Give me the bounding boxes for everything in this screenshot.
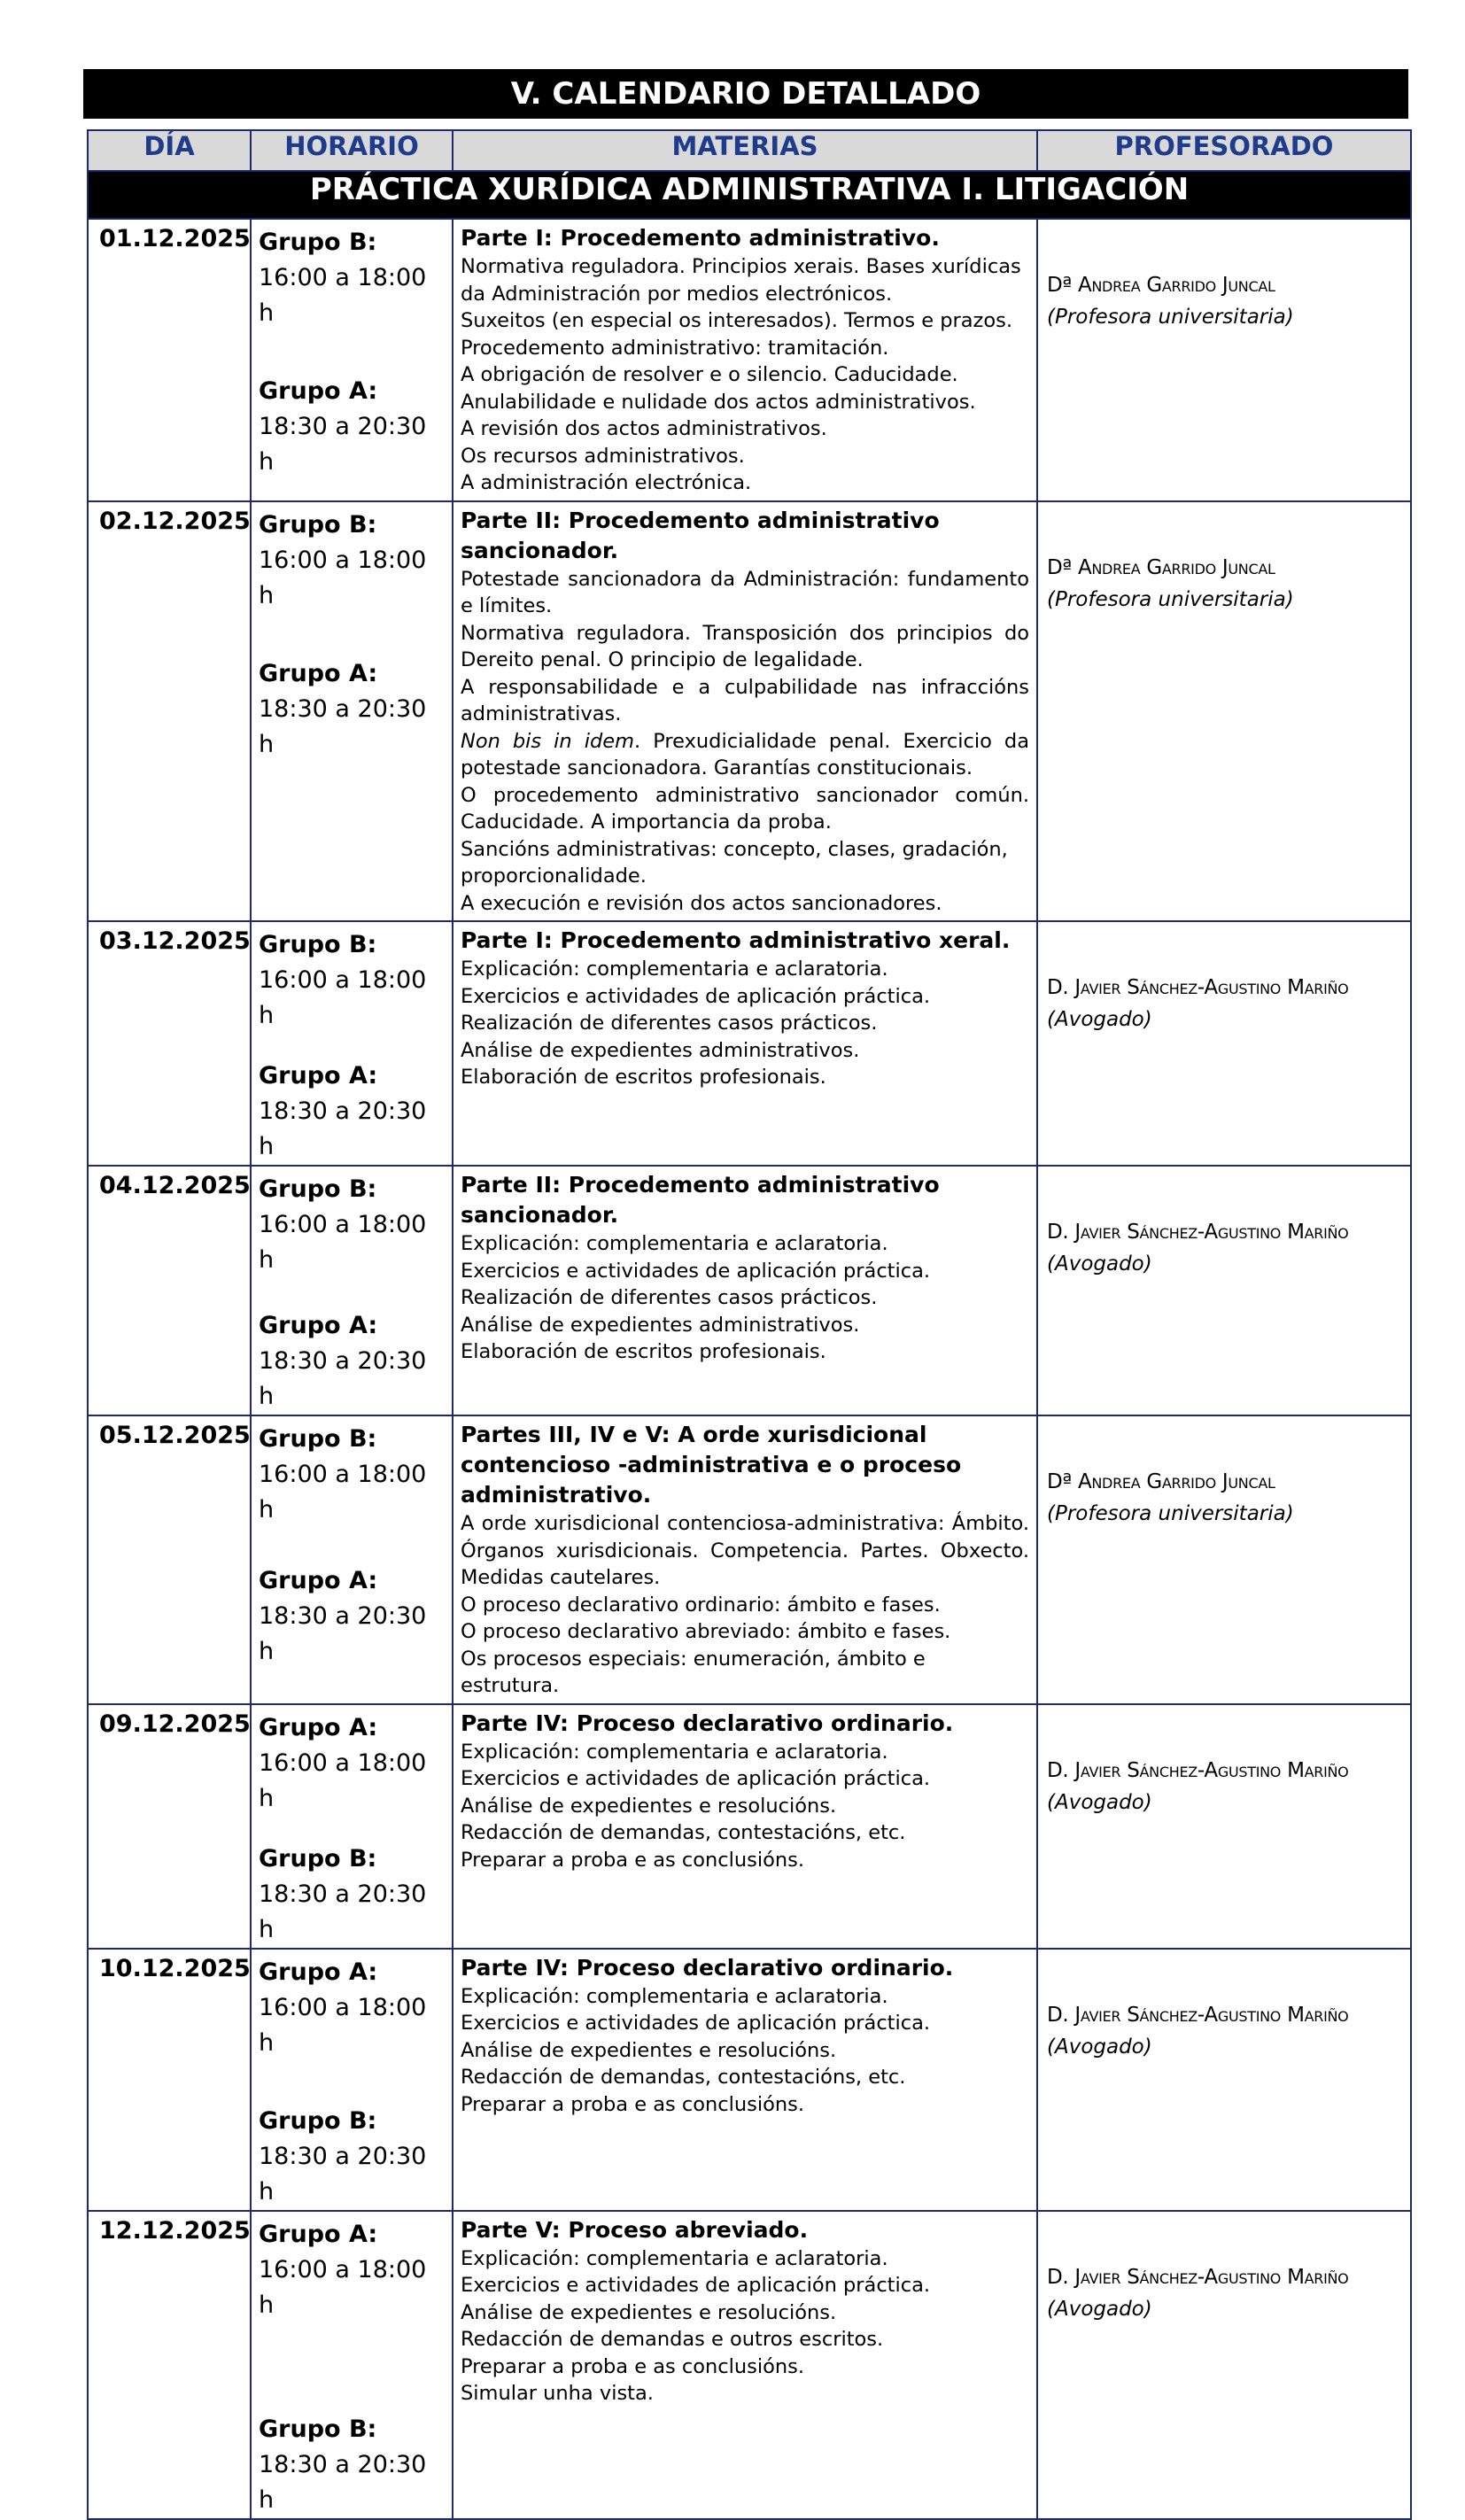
slot2-group: Grupo A:: [259, 1567, 378, 1594]
header-materias: MATERIAS: [453, 130, 1037, 171]
teacher-role: (Profesora universitaria): [1047, 1502, 1294, 1525]
slot2-time: 18:30 a 20:30 h: [259, 1347, 427, 1410]
teacher-cell: [1037, 1949, 1411, 2211]
slot1-group: Grupo A:: [259, 1958, 378, 1986]
slot1-group: Grupo B:: [259, 1425, 377, 1453]
subject-title: Parte II: Procedemento administrativo sancionador.: [461, 507, 940, 563]
subject-line: Realización de diferentes casos prácticos.: [461, 1286, 878, 1309]
teacher-role: (Avogado): [1047, 1252, 1152, 1276]
subject-line: O procedemento administrativo sancionador común. Caducidade. A importancia da proba.: [461, 783, 1029, 834]
subject-line: Normativa reguladora. Transposición dos principios do Dereito penal. O principio de legalidade.: [461, 621, 1029, 671]
subject-line: Suxeitos (en especial os interesados). Termos e prazos.: [461, 309, 1012, 332]
slot2-group: Grupo B:: [259, 1844, 377, 1873]
subject-line: Potestade sancionadora da Administración: fundamento e límites.: [461, 567, 1029, 617]
subject-line: Preparar a proba e as conclusións.: [461, 2354, 805, 2378]
slot1-time: 16:00 a 18:00 h: [259, 2255, 427, 2319]
slot1-time: 16:00 a 18:00 h: [259, 1211, 427, 1274]
subject-line: Realización de diferentes casos prácticos.: [461, 1012, 878, 1035]
subject-line: Exercicios e actividades de aplicación práctica.: [461, 1767, 931, 1790]
subject-line: A orde xurisdicional contenciosa-administrativa: Ámbito. Órganos xurisdicionais. Competencia. Partes. Obxecto. Medidas cautelares.: [461, 1512, 1029, 1589]
subjects-cell: [453, 1704, 1037, 1949]
slot1-group: Grupo B:: [259, 1175, 377, 1203]
slot2-group: Grupo A:: [259, 1312, 378, 1339]
teacher-cell: [1037, 219, 1411, 501]
subject-line: Redacción de demandas e outros escritos.: [461, 2328, 884, 2351]
subject-title: Parte IV: Proceso declarativo ordinario.: [461, 1710, 954, 1736]
table-row: [88, 2211, 1411, 2519]
table-row: [88, 501, 1411, 922]
subject-line: O proceso declarativo abreviado: ámbito e fases.: [461, 1620, 951, 1643]
slot2-group: Grupo A:: [259, 1062, 378, 1089]
header-row: [88, 130, 1411, 171]
subject-line: Exercicios e actividades de aplicación práctica.: [461, 2274, 931, 2297]
header-profesorado: PROFESORADO: [1037, 130, 1411, 171]
subjects-cell: [453, 219, 1037, 501]
day-cell: 10.12.2025: [88, 1949, 251, 2211]
slot1-time: 16:00 a 18:00 h: [259, 264, 427, 327]
schedule-cell: [251, 921, 453, 1166]
subjects-cell: [453, 2211, 1037, 2519]
slot2-group: Grupo B:: [259, 2415, 377, 2443]
day-cell: 01.12.2025: [88, 219, 251, 501]
subject-title: Parte II: Procedemento administrativo sancionador.: [461, 1172, 940, 1228]
day-cell: 05.12.2025: [88, 1415, 251, 1704]
schedule-cell: [251, 2211, 453, 2519]
subject-line: Explicación: complementaria e aclaratoria.: [461, 1740, 888, 1764]
subjects-cell: [453, 1949, 1037, 2211]
subject-line: Redacción de demandas, contestacións, etc.: [461, 2066, 906, 2089]
table-row: [88, 1949, 1411, 2211]
teacher-cell: [1037, 1166, 1411, 1415]
subject-line: A responsabilidade e a culpabilidade nas infraccións administrativas.: [461, 675, 1029, 725]
subject-line: A revisión dos actos administrativos.: [461, 417, 827, 440]
teacher-cell: [1037, 501, 1411, 922]
subjects-cell: [453, 1166, 1037, 1415]
day-cell: 09.12.2025: [88, 1704, 251, 1949]
teacher-name: D. Javier Sánchez-Agustino Mariño: [1047, 2265, 1349, 2289]
subject-line: Análise de expedientes administrativos.: [461, 1038, 860, 1062]
subject-line: Exercicios e actividades de aplicación práctica.: [461, 1259, 931, 1283]
subject-line: Elaboración de escritos profesionais.: [461, 1066, 826, 1089]
slot1-time: 16:00 a 18:00 h: [259, 546, 427, 609]
teacher-role: (Profesora universitaria): [1047, 306, 1294, 329]
header-horario: HORARIO: [251, 130, 453, 171]
table-row: [88, 219, 1411, 501]
schedule-cell: [251, 501, 453, 922]
slot2-time: 18:30 a 20:30 h: [259, 694, 427, 758]
teacher-role: (Avogado): [1047, 1790, 1152, 1814]
subject-line: Sancións administrativas: concepto, clases, gradación, proporcionalidade.: [461, 837, 1008, 888]
slot2-group: Grupo A:: [259, 377, 378, 405]
slot2-time: 18:30 a 20:30 h: [259, 1097, 427, 1160]
schedule-cell: [251, 1166, 453, 1415]
subject-line: Preparar a proba e as conclusións.: [461, 1848, 805, 1872]
subject-line: Análise de expedientes e resolucións.: [461, 1794, 837, 1818]
subject-line: Explicación: complementaria e aclaratoria.: [461, 1232, 888, 1255]
teacher-name: D. Javier Sánchez-Agustino Mariño: [1047, 2003, 1349, 2027]
subject-line: Elaboración de escritos profesionais.: [461, 1340, 826, 1363]
subject-line: Simular unha vista.: [461, 2382, 654, 2405]
teacher-role: (Avogado): [1047, 1008, 1152, 1031]
subject-title: Parte I: Procedemento administrativo xeral.: [461, 927, 1011, 953]
slot2-time: 18:30 a 20:30 h: [259, 1880, 427, 1943]
teacher-role: (Profesora universitaria): [1047, 587, 1294, 611]
subject-line: A obrigación de resolver e o silencio. Caducidade.: [461, 363, 958, 386]
slot1-time: 16:00 a 18:00 h: [259, 1993, 427, 2057]
subject-line: Redacción de demandas, contestacións, etc.: [461, 1821, 906, 1844]
subject-line: Non bis in idem. Prexudicialidade penal. Exercicio da potestade sancionadora. Garantías constitucionais.: [461, 729, 1030, 779]
subject-line: O proceso declarativo ordinario: ámbito e fases.: [461, 1593, 941, 1617]
teacher-name: D. Javier Sánchez-Agustino Mariño: [1047, 1758, 1349, 1782]
slot2-time: 18:30 a 20:30 h: [259, 413, 427, 476]
teacher-role: (Avogado): [1047, 2297, 1152, 2321]
slot2-time: 18:30 a 20:30 h: [259, 2142, 427, 2206]
schedule-cell: [251, 1415, 453, 1704]
teacher-name: Dª Andrea Garrido Juncal: [1047, 274, 1275, 297]
subject-line: A administración electrónica.: [461, 471, 752, 494]
subject-title: Parte IV: Proceso declarativo ordinario.: [461, 1954, 954, 1981]
teacher-name: D. Javier Sánchez-Agustino Mariño: [1047, 1221, 1349, 1244]
subject-line: Procedemento administrativo: tramitación.: [461, 336, 889, 360]
slot1-time: 16:00 a 18:00 h: [259, 1748, 427, 1812]
subject-line: Preparar a proba e as conclusións.: [461, 2092, 805, 2116]
slot2-group: Grupo B:: [259, 2106, 377, 2135]
slot1-time: 16:00 a 18:00 h: [259, 966, 427, 1029]
table-row: [88, 921, 1411, 1166]
subject-line: Análise de expedientes e resolucións.: [461, 2038, 837, 2062]
schedule-cell: [251, 1949, 453, 2211]
page-title: V. CALENDARIO DETALLADO: [83, 69, 1408, 119]
table-row: [88, 1415, 1411, 1704]
subject-line: Os recursos administrativos.: [461, 444, 745, 468]
teacher-cell: [1037, 2211, 1411, 2519]
subject-line: Anulabilidade e nulidade dos actos administrativos.: [461, 390, 976, 414]
subject-line: Os procesos especiais: enumeración, ámbito e estrutura.: [461, 1647, 926, 1697]
day-cell: 03.12.2025: [88, 921, 251, 1166]
teacher-name: D. Javier Sánchez-Agustino Mariño: [1047, 976, 1349, 999]
subject-title: Parte I: Procedemento administrativo.: [461, 225, 940, 251]
table-row: [88, 1704, 1411, 1949]
subject-title: Parte V: Proceso abreviado.: [461, 2216, 809, 2243]
teacher-cell: [1037, 1415, 1411, 1704]
slot1-group: Grupo A:: [259, 1713, 378, 1741]
subject-title: Partes III, IV e V: A orde xurisdicional contencioso -administrativa e o proceso administrativo.: [461, 1422, 962, 1508]
subject-line: Normativa reguladora. Principios xerais. Bases xurídicas da Administración por medios electrónicos.: [461, 255, 1021, 306]
teacher-role: (Avogado): [1047, 2035, 1152, 2059]
schedule-cell: [251, 219, 453, 501]
slot2-time: 18:30 a 20:30 h: [259, 1602, 427, 1665]
teacher-name: Dª Andrea Garrido Juncal: [1047, 1470, 1275, 1493]
subject-line: Exercicios e actividades de aplicación práctica.: [461, 2012, 931, 2035]
subjects-cell: [453, 1415, 1037, 1704]
schedule-cell: [251, 1704, 453, 1949]
teacher-cell: [1037, 921, 1411, 1166]
slot2-group: Grupo A:: [259, 659, 378, 687]
subject-line: Explicación: complementaria e aclaratoria.: [461, 2246, 888, 2270]
subject-line: Explicación: complementaria e aclaratoria.: [461, 1984, 888, 2008]
slot1-group: Grupo A:: [259, 2220, 378, 2248]
slot1-group: Grupo B:: [259, 510, 377, 539]
subject-line: A execución e revisión dos actos sancionadores.: [461, 891, 942, 915]
subject-line: Análise de expedientes e resolucións.: [461, 2300, 837, 2324]
slot1-group: Grupo B:: [259, 229, 377, 256]
header-dia: DÍA: [88, 130, 251, 171]
section-row: [88, 171, 1411, 219]
day-cell: 02.12.2025: [88, 501, 251, 922]
subject-line: Exercicios e actividades de aplicación práctica.: [461, 984, 931, 1008]
slot1-group: Grupo B:: [259, 931, 377, 958]
teacher-cell: [1037, 1704, 1411, 1949]
section-title: PRÁCTICA XURÍDICA ADMINISTRATIVA I. LITIGACIÓN: [88, 171, 1411, 219]
subjects-cell: [453, 501, 1037, 922]
calendar-table: [87, 129, 1412, 2520]
slot2-time: 18:30 a 20:30 h: [259, 2450, 427, 2514]
teacher-name: Dª Andrea Garrido Juncal: [1047, 555, 1275, 579]
day-cell: 04.12.2025: [88, 1166, 251, 1415]
subject-line: Explicación: complementaria e aclaratoria.: [461, 958, 888, 981]
subject-line: Análise de expedientes administrativos.: [461, 1313, 860, 1337]
day-cell: 12.12.2025: [88, 2211, 251, 2519]
subjects-cell: [453, 921, 1037, 1166]
table-row: [88, 1166, 1411, 1415]
slot1-time: 16:00 a 18:00 h: [259, 1461, 427, 1524]
